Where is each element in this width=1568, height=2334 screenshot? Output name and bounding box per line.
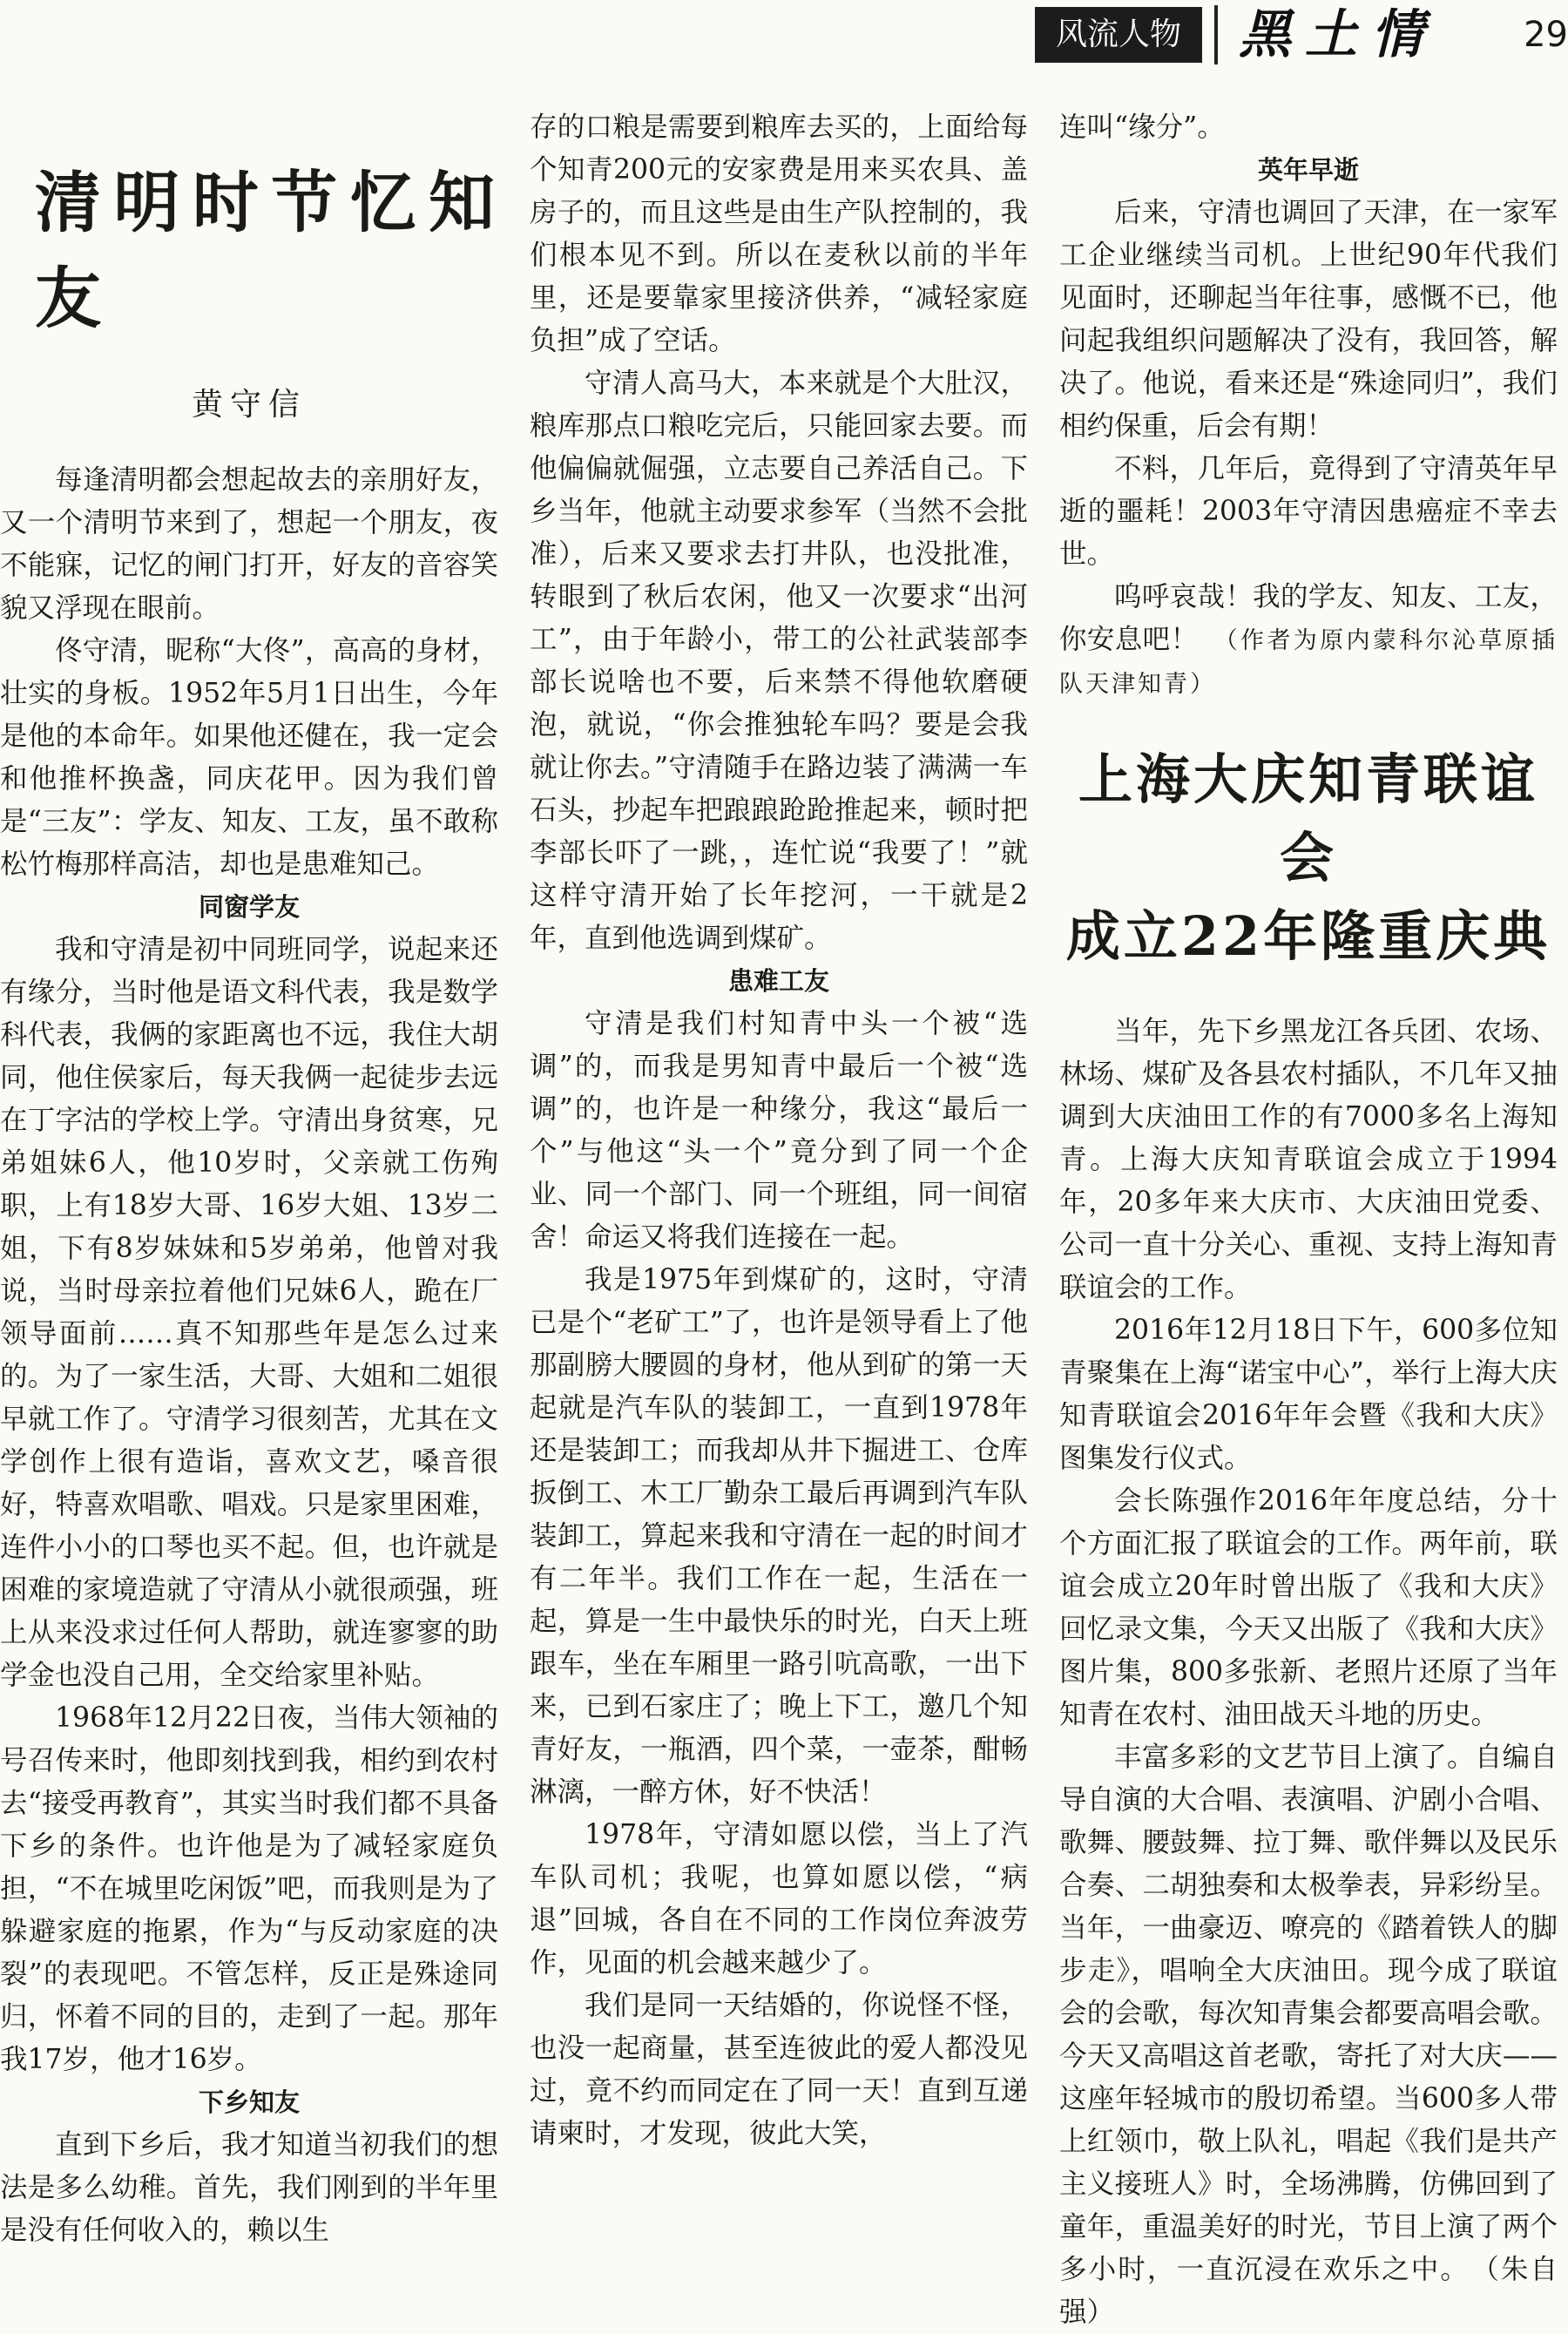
- paragraph: 当年，先下乡黑龙江各兵团、农场、林场、煤矿及各县农村插队，不几年又抽调到大庆油田工作的有7000多名上海知青。上海大庆知青联谊会成立于1994年，20多年来大庆市、大庆油田党委、公司一直十分关心、重视、支持上海知青联谊会的工作。: [1059, 1016, 1558, 1303]
- paragraph: 后来，守清也调回了天津，在一家军工企业继续当司机。上世纪90年代我们见面时，还聊起当年往事，感慨不已，他问起我组织问题解决了没有，我回答，解决了。他说，看来还是“殊途同归”，我们相约保重，后会有期！: [1059, 197, 1558, 442]
- paragraph: 1978年，守清如愿以偿，当上了汽车队司机；我呢，也算如愿以偿，“病退”回城，各自在不同的工作岗位奔波劳作，见面的机会越来越少了。: [530, 1819, 1028, 1979]
- paragraph-text: 丰富多彩的文艺节目上演了。自编自导自演的大合唱、表演唱、沪剧小合唱、歌舞、腰鼓舞、拉丁舞、歌伴舞以及民乐合奏、二胡独奏和太极拳表，异彩纷呈。当年，一曲豪迈、嘹亮的《踏着铁人的脚步走》，唱响全大庆油田。现今成了联谊会的会歌，每次知青集会都要高唱会歌。今天又高唱这首老歌，寄托了对大庆——这座年轻城市的殷切希望。当600多人带上红领巾，敬上队礼，唱起《我们是共产主义接班人》时，全场沸腾，仿佛回到了童年，重温美好的时光，节目上演了两个多小时，一直沉浸在欢乐之中。: [1059, 1742, 1558, 2285]
- paragraph: 我们是同一天结婚的，你说怪不怪，也没一起商量，甚至连彼此的爱人都没见过，竟不约而同定在了同一天！直到互递请柬时，才发现，彼此大笑，: [530, 1990, 1028, 2149]
- paragraph: [1059, 576, 1558, 706]
- paragraph: 我是1975年到煤矿的，这时，守清已是个“老矿工”了，也许是领导看上了他那副膀大腰圆的身材，他从到矿的第一天起就是汽车队的装卸工，一直到1978年还是装卸工；而我却从井下掘进工、仓库扳倒工、木工厂勤杂工最后再调到汽车队装卸工，算起来我和守清在一起的时间才有二年半。我们工作在一起，生活在一起，算是一生中最快乐的时光，白天上班跟车，坐在车厢里一路引吭高歌，一出下来，已到石家庄了；晚上下工，邀几个知青好友，一瓶酒，四个菜，一壶茶，酣畅淋漓，一醉方休，好不快活！: [530, 1264, 1028, 1808]
- paragraph: 1968年12月22日夜，当伟大领袖的号召传来时，他即刻找到我，相约到农村去“接受再教育”，其实当时我们都不具备下乡的条件。也许他是为了减轻家庭负担，“不在城里吃闲饭”吧，而我则是为了躲避家庭的拖累，作为“与反动家庭的决裂”的表现吧。不管怎样，反正是殊途同归，怀着不同的目的，走到了一起。那年我17岁，他才16岁。: [0, 1702, 498, 2075]
- paragraph: 我和守清是初中同班同学，说起来还有缘分，当时他是语文科代表，我是数学科代表，我俩的家距离也不远，我住大胡同，他住侯家后，每天我俩一起徒步去远在丁字沽的学校上学。守清出身贫寒，兄弟姐妹6人，他10岁时，父亲就工伤殉职，上有18岁大哥、16岁大姐、13岁二姐，下有8岁妹妹和5岁弟弟，他曾对我说，当时母亲拉着他们兄妹6人，跪在厂领导面前……真不知那些年是怎么过来的。为了一家生活，大哥、大姐和二姐很早就工作了。守清学习很刻苦，尤其在文学创作上很有造诣，喜欢文艺，嗓音很好，特喜欢唱歌、唱戏。只是家里困难，连件小小的口琴也买不起。但，也许就是困难的家境造就了守清从小就很顽强，班上从来没求过任何人帮助，就连寥寥的助学金也没自己用，全交给家里补贴。: [0, 934, 498, 1691]
- article2-title-line1: 上海大庆知青联谊会: [1078, 748, 1538, 890]
- subheading-coworkers: 患难工友: [727, 966, 829, 996]
- article2-title: [1059, 741, 1558, 976]
- subheading-early-death: 英年早逝: [1257, 155, 1359, 185]
- subheading-countryside: 下乡知友: [198, 2087, 300, 2117]
- page-number: 29: [1524, 15, 1568, 55]
- article1-title: 清明时节忆知友: [35, 164, 498, 337]
- article2-signature: （朱自强）: [1059, 2254, 1558, 2328]
- closing-text: 呜呼哀哉！我的学友、知友、工友，你安息吧！: [1059, 581, 1558, 655]
- section-tag: 风流人物: [1035, 7, 1202, 63]
- paragraph: 2016年12月18日下午，600多位知青聚集在上海“诺宝中心”，举行上海大庆知青联谊会2016年年会暨《我和大庆》图集发行仪式。: [1059, 1315, 1558, 1474]
- paragraph: 守清人高马大，本来就是个大肚汉，粮库那点口粮吃完后，只能回家去要。而他偏偏就倔强，立志要自己养活自己。下乡当年，他就主动要求参军（当然不会批准），后来又要求去打井队，也没批准，转眼到了秋后农闲，他又一次要求“出河工”，由于年龄小，带工的公社武装部李部长说啥也不要，后来禁不得他软磨硬泡，就说，“你会推独轮车吗？要是会我就让你去。”守清随手在路边装了满满一车石头，抄起车把踉踉跄跄推起来，顿时把李部长吓了一跳，，连忙说“我要了！”就这样守清开始了长年挖河，一干就是2年，直到他选调到煤矿。: [530, 368, 1028, 954]
- header-divider: [1214, 5, 1218, 64]
- paragraph-continued: 存的口粮是需要到粮库去买的，上面给每个知青200元的安家费是用来买农具、盖房子的，而且这些是由生产队控制的，我们根本见不到。所以在麦秋以前的半年里，还是要靠家里接济供养，“减轻家庭负担”成了空话。: [530, 112, 1028, 356]
- article1-author: 黄守信: [191, 387, 307, 423]
- paragraph: 佟守清，昵称“大佟”，高高的身材，壮实的身板。1952年5月1日出生，今年是他的本命年。如果他还健在，我一定会和他推杯换盏，同庆花甲。因为我们曾是“三友”：学友、知友、工友，虽不敢称松竹梅那样高洁，却也是患难知己。: [0, 635, 498, 880]
- paragraph: [1059, 1736, 1558, 2334]
- paragraph-continued: 连叫“缘分”。: [1059, 112, 1225, 143]
- masthead-title: 黑土情: [1239, 4, 1437, 65]
- paragraph: 守清是我们村知青中头一个被“选调”的，而我是男知青中最后一个被“选调”的，也许是一种缘分，我这“最后一个”与他这“头一个”竟分到了同一个企业、同一个部门、同一个班组，同一间宿舍！命运又将我们连接在一起。: [530, 1008, 1028, 1253]
- article2-title-line2: 成立22年隆重庆典: [1065, 904, 1551, 968]
- paragraph: 直到下乡后，我才知道当初我们的想法是多么幼稚。首先，我们刚到的半年里是没有任何收入的，赖以生: [0, 2129, 498, 2246]
- paragraph: 会长陈强作2016年年度总结，分十个方面汇报了联谊会的工作。两年前，联谊会成立20年时曾出版了《我和大庆》回忆录文集，今天又出版了《我和大庆》图片集，800多张新、老照片还原了当年知青在农村、油田战天斗地的历史。: [1059, 1485, 1558, 1730]
- paragraph: 每逢清明都会想起故去的亲朋好友，又一个清明节来到了，想起一个朋友，夜不能寐，记忆的闸门打开，好友的音容笑貌又浮现在眼前。: [0, 464, 498, 624]
- column-2: [530, 106, 1028, 2155]
- page-header: [0, 0, 1568, 70]
- column-3: [1059, 106, 1558, 2334]
- column-1: [0, 103, 498, 2252]
- paragraph: 不料，几年后，竟得到了守清英年早逝的噩耗！2003年守清因患癌症不幸去世。: [1059, 453, 1558, 570]
- subheading-classmates: 同窗学友: [198, 892, 300, 922]
- author-credit: （作者为原内蒙科尔沁草原插队天津知青）: [1059, 627, 1558, 698]
